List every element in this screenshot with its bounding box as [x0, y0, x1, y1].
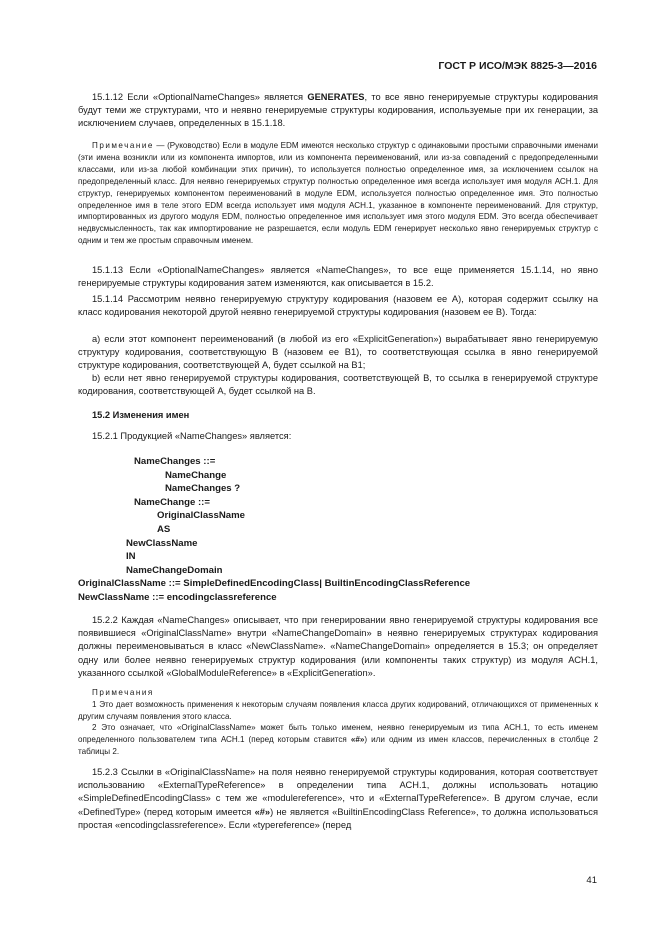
notes-heading: [78, 687, 598, 699]
paragraph-15-2-1: 15.2.1 Продукцией «NameChanges» является:: [92, 431, 292, 441]
note-item-2: [78, 722, 598, 758]
paragraph-15-1-12: [78, 91, 598, 131]
paragraph-15-1-13: 15.1.13 Если «OptionalNameChanges» является «NameChanges», то все еще применяется 15.1.14, но явно генерируемые структуры кодирования затем изменяются, как описывается в 15.2.: [78, 265, 598, 289]
hash-symbol: «#»: [350, 734, 365, 744]
list-item-a: a) если этот компонент переименований (в любой из его «ExplicitGeneration») вырабатывает явно генерируемую структуру кодирования, соответствующую В (назовем ее В1), то соответствующая ссылка в явно генерируемой структуре кодирования, соответствующей А, будет ссылкой на В1;: [78, 334, 598, 371]
paragraph-15-1-14: 15.1.14 Рассмотрим неявно генерируемую структуру кодирования (назовем ее А), которая содержит ссылку на класс кодирования некоторой другой неявно генерируемой структуры кодирования (назовем ее В). Тогда:: [78, 294, 598, 318]
paragraph-text: 15.2.3 Ссылки в «OriginalClassName» на поля неявно генерируемой структуры кодирования, которая соответствует использованию «ExternalTypeReference» в определении типа АСН.1, должны использовать нотацию «SimpleDefinedEncodingClass» с тем же «modulereference», что и «ExternalTypeReference». В другом случае, если «DefinedType» (перед которым имеется: [78, 767, 598, 817]
grammar-line: IN: [126, 551, 136, 563]
paragraph-text: 15.1.12 Если «OptionalNameChanges» является: [92, 92, 308, 102]
page-number: 41: [586, 875, 597, 886]
keyword-generates: GENERATES: [307, 92, 365, 102]
document-header: ГОСТ Р ИСО/МЭК 8825-3—2016: [438, 60, 597, 72]
grammar-line: NameChange ::=: [134, 496, 210, 508]
paragraph-15-2-2: 15.2.2 Каждая «NameChanges» описывает, что при генерировании явно генерируемой структуры кодирования все появившиеся «OriginalClassName» внутри «NameChangeDomain» в неявно генерируемых структурах кодирования должны переименовываться в класс «NewClassName». «NameChangeDomain» определяется в 15.3; он определяет одну или более неявно генерируемых структур кодирования (или компоненты таких структур) из модуля АСН.1, указанного ссылкой «GlobalModuleReference» в «ExplicitGeneration».: [78, 615, 598, 678]
list-item-b: b) если нет явно генерируемой структуры кодирования, соответствующей В, то ссылка в генерируемой структуре кодирования, соответствующей А, будет ссылкой на В.: [78, 373, 598, 397]
grammar-line: OriginalClassName: [157, 510, 245, 522]
paragraph-15-2-3: [78, 766, 598, 832]
grammar-line: NewClassName: [126, 537, 198, 549]
grammar-line: NameChange: [165, 469, 227, 481]
paragraph-text: ) не является «BuiltinEncodingClass Reference», то должна использоваться простая «encodingclassreference». Если «typereference» (перед: [78, 806, 598, 830]
grammar-line: NameChangeDomain: [126, 564, 223, 576]
notes-label: Примечания: [92, 688, 154, 697]
grammar-line: AS: [157, 523, 171, 535]
note-item-1: 1 Это дает возможность применения к некоторым случаям появления класса других кодирований, отличающихся от примененных к другим случаям появления этого класса.: [78, 700, 598, 721]
note-text: — (Руководство) Если в модуле EDM имеются несколько структур с одинаковыми простыми справочными именами (эти имена возникли или из компонента импортов, или из компонента переименований, или из-за совпадений с предопределенными классами, или из-за любой комбинации этих причин), то используется полностью определенное имя, за исключением ссылок на предопределенный класс. Для неявно генерируемых структур полностью определенное имя всегда использует имя модуля АСН.1. Для структур, генерируемых компонентом переименований в модуле EDM, используется полностью определенное имя. Это полностью определенное имя в теле этого EDM всегда использует имя модуля АСН.1, указанное в компоненте переименований. Для структур, импортированных из другого модуля EDM, полностью определенное имя использует имя этого модуля EDM. Это всегда обеспечивает недвусмысленность, так как импортирование не разрешается, если модуль EDM генерирует несколько явно генерируемых структур с одним и тем же простым справочным именем.: [78, 141, 598, 246]
grammar-line: NameChanges ::=: [134, 456, 216, 467]
note-text: ) или одним из имен классов, перечисленных в столбце 2 таблицы 2.: [78, 734, 598, 756]
grammar-block: [78, 455, 470, 605]
grammar-line: NameChanges ?: [165, 483, 241, 495]
grammar-line: NewClassName ::= encodingclassreference: [78, 591, 277, 603]
note-label: Примечание: [92, 141, 154, 150]
section-heading-15-2: 15.2 Изменения имен: [92, 410, 190, 420]
hash-symbol: «#»: [254, 806, 271, 817]
note-guidance: [78, 140, 598, 247]
paragraph-text: , то все явно генерируемые структуры кодирования будут теми же структурами, что и неявно генерируемые структуры кодирования, используемые при их генерации, за исключением случаев, определенных в 15.1.18.: [78, 92, 598, 129]
note-text: 2 Это означает, что «OriginalClassName» может быть только именем, неявно генерируемым из типа АСН.1, то есть именем определенного пользователем типа АСН.1 (перед которым ставится: [78, 723, 598, 744]
grammar-line: OriginalClassName ::= SimpleDefinedEncodingClass| BuiltinEncodingClassReference: [78, 578, 471, 590]
